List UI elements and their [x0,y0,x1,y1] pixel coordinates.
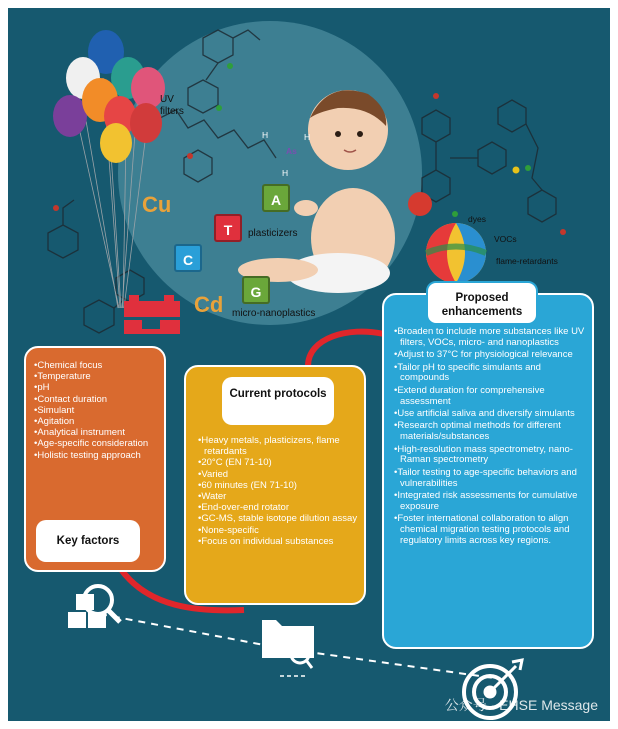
list-item: • High-resolution mass spectrometry, nano-Raman spectrometry [394,445,590,467]
label-vocs: VOCs [494,234,517,244]
apple-icon [408,192,432,216]
list-item: • Agitation [34,416,160,427]
block-t: T [214,214,242,242]
folder-search-icon [262,620,314,676]
list-item: • Age-specific consideration [34,438,160,449]
list-item: • Varied [198,469,362,480]
list-item: • Use artificial saliva and diversify simulants [394,409,590,420]
list-item: • Water [198,491,362,502]
list-item: • pH [34,382,160,393]
magnifier-boxes-icon [68,586,120,628]
label-plasticizers: plasticizers [248,228,298,239]
current-protocols-title: Current protocols [222,377,334,425]
list-item: • Focus on individual substances [198,536,362,547]
list-item: • Integrated risk assessments for cumulative exposure [394,491,590,513]
label-cu: Cu [142,192,172,217]
proposed-enhancements-card [382,293,594,649]
beach-ball-icon [426,223,486,283]
list-item: • Temperature [34,371,160,382]
list-item: • Research optimal methods for different materials/substances [394,421,590,443]
proposed-enhancements-list [394,327,590,548]
block-c: C [174,244,202,272]
label-as: As [286,146,297,156]
block-a: A [262,184,290,212]
list-item: • Chemical focus [34,360,160,371]
label-h-1: H [262,130,269,140]
current-protocols-card [184,365,366,605]
list-item: • GC-MS, stable isotope dilution assay [198,513,362,524]
label-h-3: H [282,168,289,178]
list-item: • Foster international collaboration to align chemical migration testing protocols and regulatory limits across key regions. [394,514,590,546]
key-factors-card [24,346,166,572]
list-item: • End-over-end rotator [198,502,362,513]
toy-bricks-icon [124,295,180,334]
list-item: • Tailor testing to age-specific behaviors and vulnerabilities [394,468,590,490]
key-factors-title: Key factors [36,520,140,562]
list-item: • Simulant [34,405,160,416]
label-cd: Cd [194,292,224,317]
watermark: 公众号 · EHSE Message [444,697,598,713]
list-item: • Heavy metals, plasticizers, flame retardants [198,435,362,457]
infographic [8,8,610,721]
list-item: • Adjust to 37°C for physiological relevance [394,350,590,361]
proposed-enhancements-title: Proposed enhancements [426,281,538,325]
list-item: • 60 minutes (EN 71-10) [198,480,362,491]
block-g: G [242,276,270,304]
list-item: • Broaden to include more substances like UV filters, VOCs, micro- and nanoplastics [394,327,590,349]
label-flame-retardants: flame-retardants [496,256,558,266]
label-h-2: H [304,132,311,142]
current-protocols-list [198,435,362,547]
list-item: • Holistic testing approach [34,450,160,461]
list-item: • Analytical instrument [34,427,160,438]
label-micro-nanoplastics: micro-nanoplastics [232,308,316,319]
list-item: • Extend duration for comprehensive assessment [394,386,590,408]
list-item: • Contact duration [34,394,160,405]
list-item: • None-specific [198,525,362,536]
list-item: • Tailor pH to specific simulants and compounds [394,363,590,385]
list-item: • 20°C (EN 71-10) [198,457,362,468]
label-uv-filters: UV filters [160,94,184,117]
label-dyes: dyes [468,214,486,224]
key-factors-list [34,360,160,461]
